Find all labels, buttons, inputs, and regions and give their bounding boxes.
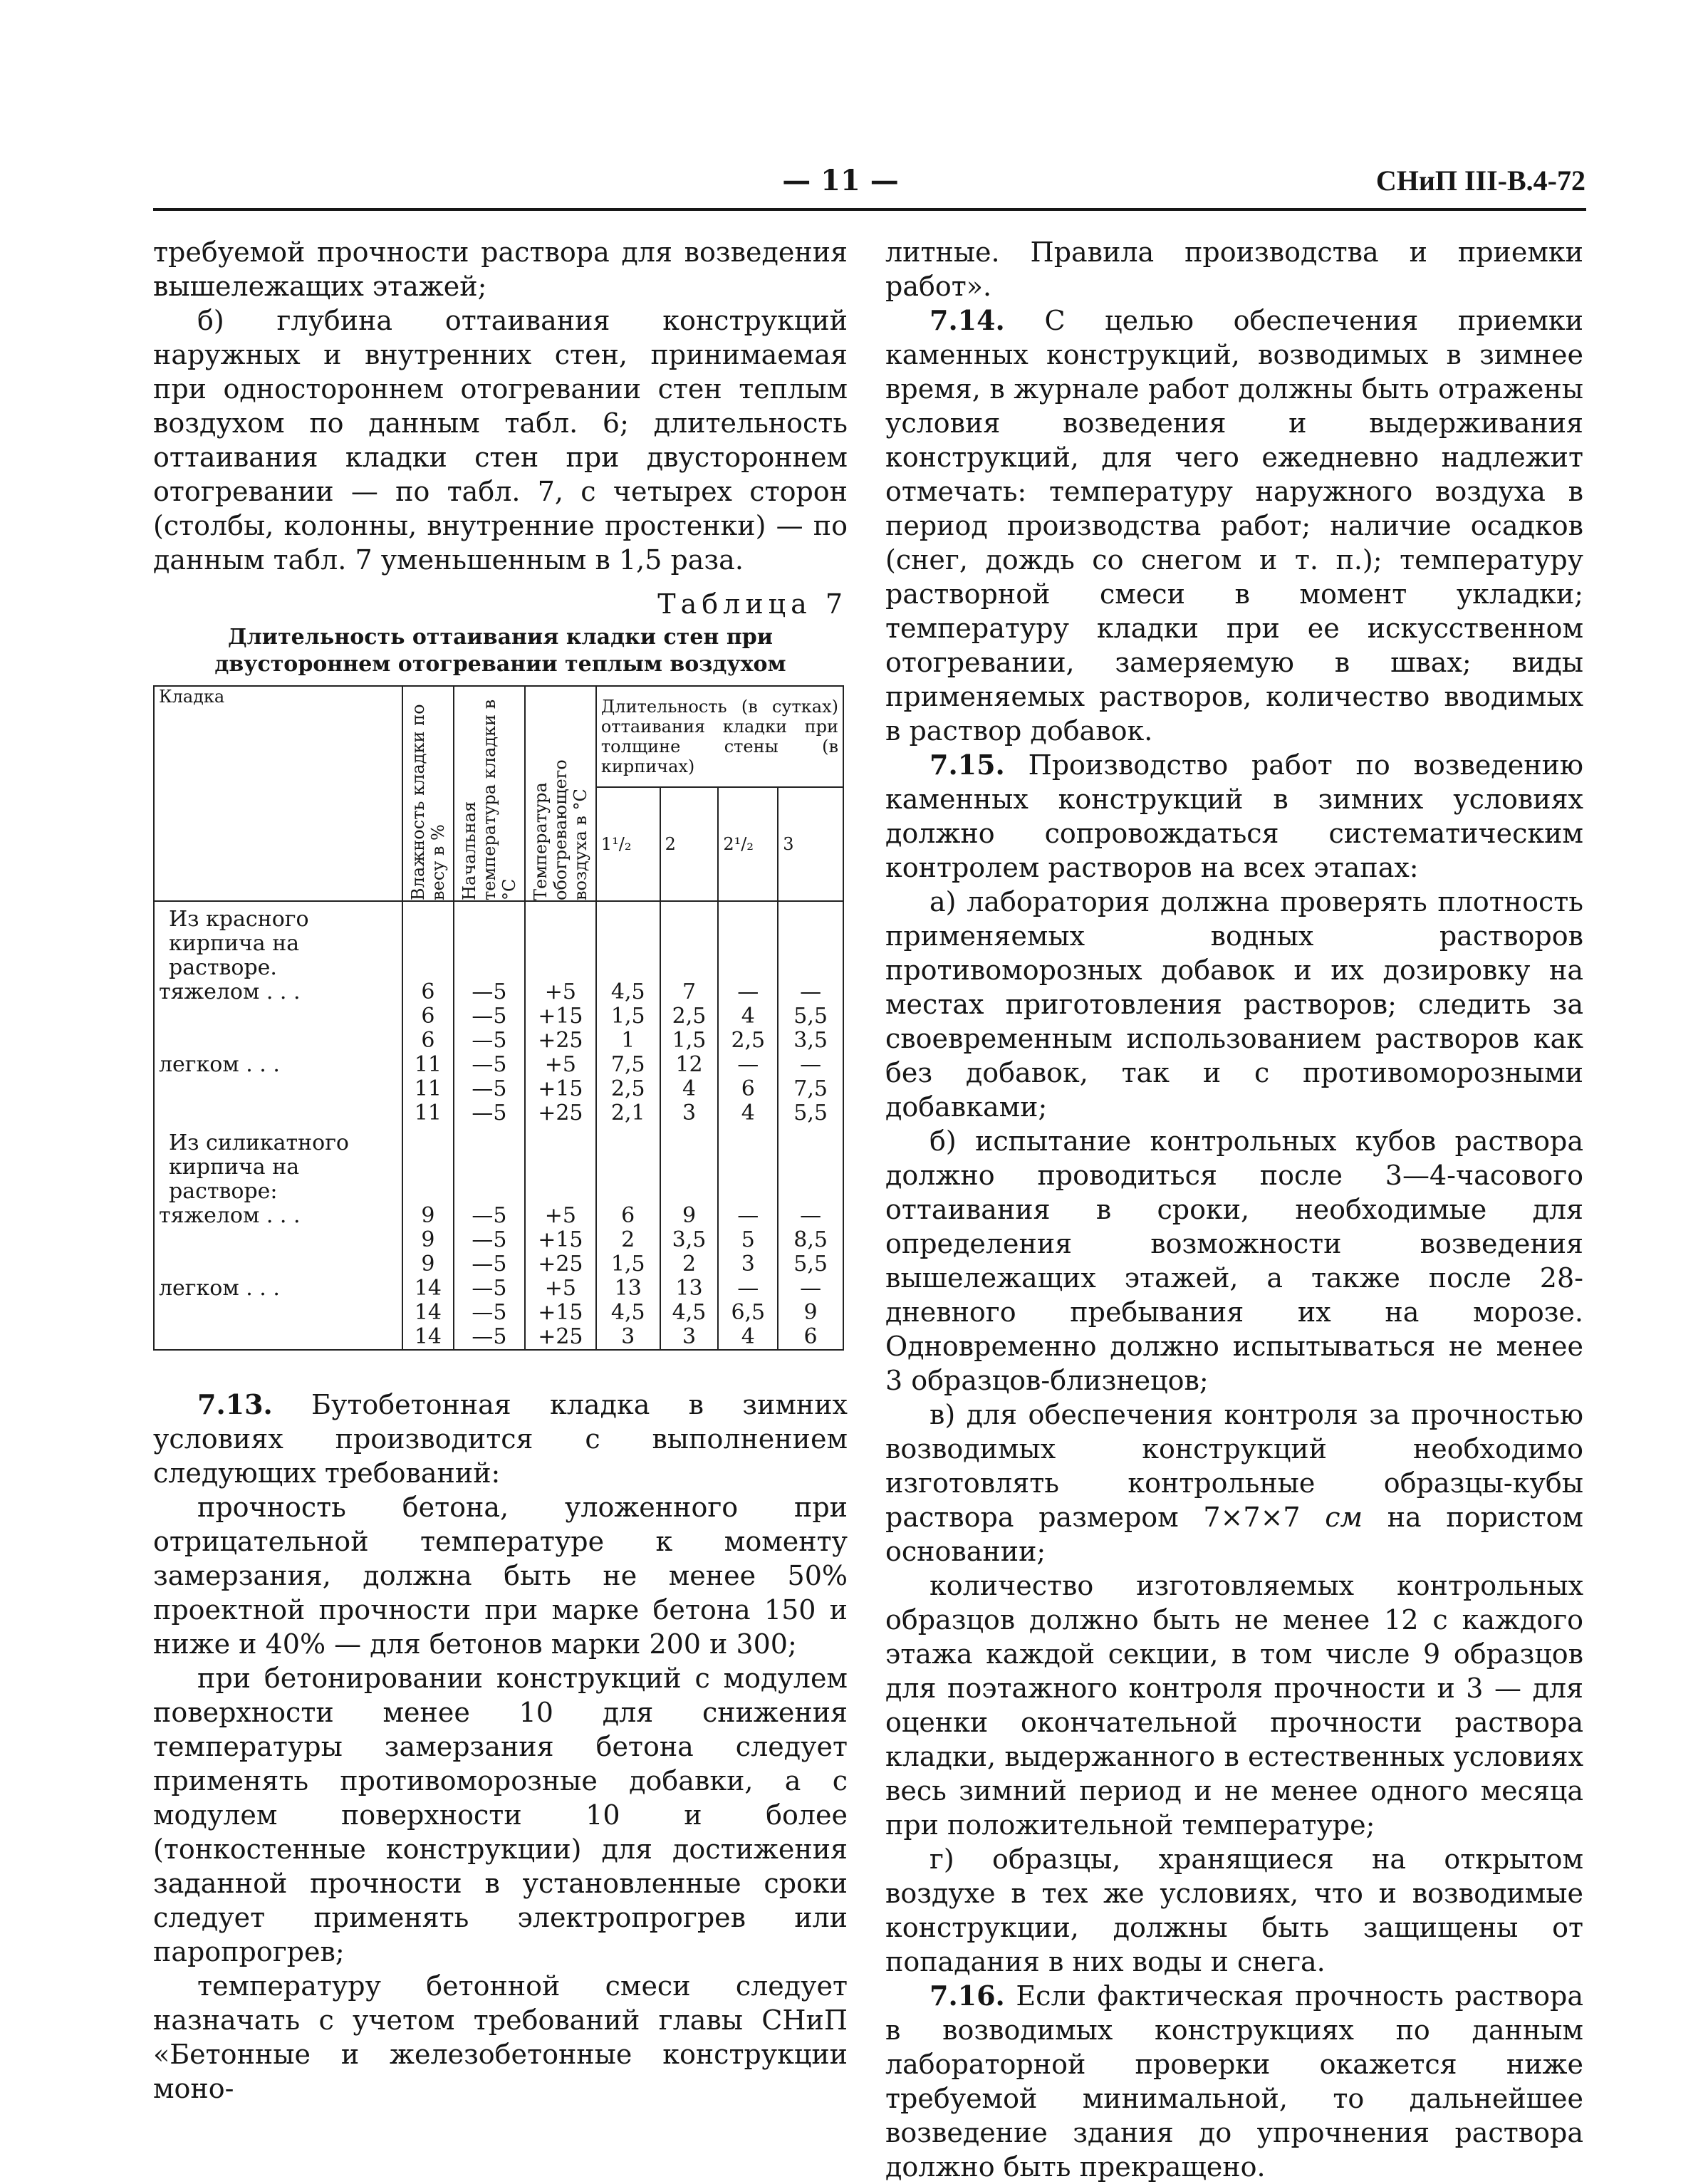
header-thickness-4: 3 [778,787,843,901]
paragraph-continuation: требуемой прочности раствора для возведения вышележащих этажей; [153,236,848,302]
table-caption: Таблица 7 [657,588,848,620]
paragraph-b-right: б) испытание контрольных кубов раствора должно проводиться после 3—4-часового оттаивания в сроки, необходимые для определения возможности возведения вышележащих этажей, а также после 28-дневного пребывания их на морозе. Одновременно должно испытываться не менее 3 образцов-близнецов; [885,1125,1583,1396]
right-column [885,235,1583,2184]
paragraph-mix-temperature: температуру бетонной смеси следует назначать с учетом требований главы СНиП «Бетонные и железобетонные конструкции моно- [153,1970,848,2104]
group-row-red-brick [154,908,843,980]
header-thickness-3: 2¹/₂ [718,787,778,901]
page-number: — 11 — [782,164,899,197]
paragraph-sample-count: количество изготовляемых контрольных образцов должно быть не менее 12 с каждого этажа каждой секции, в том числе 9 образцов для поэтажного контроля прочности и 3 — для оценки окончательной прочности раствора кладки, выдержанного в естественных условиях весь зимний период и не менее одного месяца при положительной температуре; [885,1570,1583,1841]
paragraph-d: г) образцы, хранящиеся на открытом воздухе в тех же условиях, что и возводимые конструкции, должны быть защищены от попадания в них воды и снега. [885,1844,1583,1977]
table-row: 11 —5 +25 2,1 3 4 5,5 [154,1101,843,1125]
table-row: 11 —5 +15 2,5 4 6 7,5 [154,1077,843,1101]
paragraph-c: в) для обеспечения контроля за прочностью возводимых конструкций необходимо изготовлять контрольные образцы-кубы раствора размером 7×7×7 см на пористом основании; [885,1399,1583,1567]
table-row: 9 —5 +15 2 3,5 5 8,5 [154,1228,843,1252]
thaw-duration-table [153,685,844,1351]
group-row-silicate-brick [154,1131,843,1204]
header-masonry: Кладка [154,686,402,901]
paragraph-7-13: 7.13. Бутобетонная кладка в зимних условиях производится с выполнением следующих требований: [153,1388,848,1489]
table-row: 14 —5 +15 4,5 4,5 6,5 9 [154,1301,843,1325]
paragraph-7-14: 7.14. С целью обеспечения приемки каменных конструкций, возводимых в зимнее время, в журнале работ должны быть отражены условия возведения и выдерживания конструкций, для чего ежедневно надлежит отмечать: температуру наружного воздуха в период производства работ; наличие осадков (снег, дождь со снегом и т. п.); температуру растворной смеси в момент укладки; температуру кладки при ее искусственном отогревании, замеряемую в швах; виды применяемых растворов, количество вводимых в раствор добавок. [885,304,1583,747]
table-row: тяжелом . . . 6 —5 +5 4,5 7 — — [154,980,843,1004]
table-row: легком . . . 14 —5 +5 13 13 — — [154,1276,843,1301]
table-row: легком . . . 11 —5 +5 7,5 12 — — [154,1053,843,1077]
group-label: Из силикатного кирпича на растворе: [154,1131,402,1204]
paragraph-continuation-right: литные. Правила производства и приемки работ». [885,236,1583,302]
table-row: тяжелом . . . 9 —5 +5 6 9 — — [154,1204,843,1228]
table-row: 14 —5 +25 3 3 4 6 [154,1325,843,1350]
header-rule [153,208,1586,211]
header-thickness-2: 2 [660,787,719,901]
table-row: 6 —5 +15 1,5 2,5 4 5,5 [154,1004,843,1029]
group-label: Из красного кирпича на растворе. [154,908,402,980]
header-thickness-1: 1¹/₂ [596,787,660,901]
paragraph-b: б) глубина оттаивания конструкций наружных и внутренних стен, принимаемая при одностороннем отогревании стен теплым воздухом по данным табл. 6; длительность оттаивания кладки стен при двустороннем отогревании — по табл. 7, с четырех сторон (столбы, колонны, внутренние простенки) — по данным табл. 7 уменьшенным в 1,5 раза. [153,305,848,576]
header-air-temperature: Температура обогревающего воздуха в °С [525,686,596,901]
table-row: 9 —5 +25 1,5 2 3 5,5 [154,1252,843,1276]
paragraph-7-15: 7.15. Производство работ по возведению каменных конструкций в зимних условиях должно сопровождаться систематическим контролем растворов на всех этапах: [885,749,1583,883]
paragraph-concrete-strength: прочность бетона, уложенного при отрицательной температуре к моменту замерзания, должна быть не менее 50% проектной прочности при марке бетона 150 и ниже и 40% — для бетонов марки 200 и 300; [153,1492,848,1660]
table-row: 6 —5 +25 1 1,5 2,5 3,5 [154,1029,843,1053]
header-moisture: Влажность кладки по весу в % [402,686,454,901]
table-title: Длительность оттаивания кладки стен при двустороннем отогревании теплым воздухом [214,625,786,677]
paragraph-7-16: 7.16. Если фактическая прочность раствора в возводимых конструкциях по данным лабораторной проверки окажется ниже требуемой минимальной, то дальнейшее возведение здания до упрочнения раствора должно быть прекращено. [885,1980,1583,2183]
document-code: СНиП III-В.4-72 [1375,165,1585,197]
left-column [153,235,848,2106]
paragraph-surface-modulus: при бетонировании конструкций с модулем поверхности менее 10 для снижения температуры замерзания бетона следует применять противоморозные добавки, а с модулем поверхности 10 и более (тонкостенные конструкции) для достижения заданной прочности в установленные сроки следует применять электропрогрев или паропрогрев; [153,1663,848,1967]
paragraph-a: а) лаборатория должна проверять плотность применяемых водных растворов противоморозных добавок и их дозировку на местах приготовления растворов; следить за своевременным использованием растворов как без добавок, так и с противоморозными добавками; [885,886,1583,1123]
header-initial-temperature: Начальная температура кладки в °С [454,686,525,901]
header-duration: Длительность (в сутках) оттаивания кладки при толщине стены (в кирпичах) [596,686,843,787]
